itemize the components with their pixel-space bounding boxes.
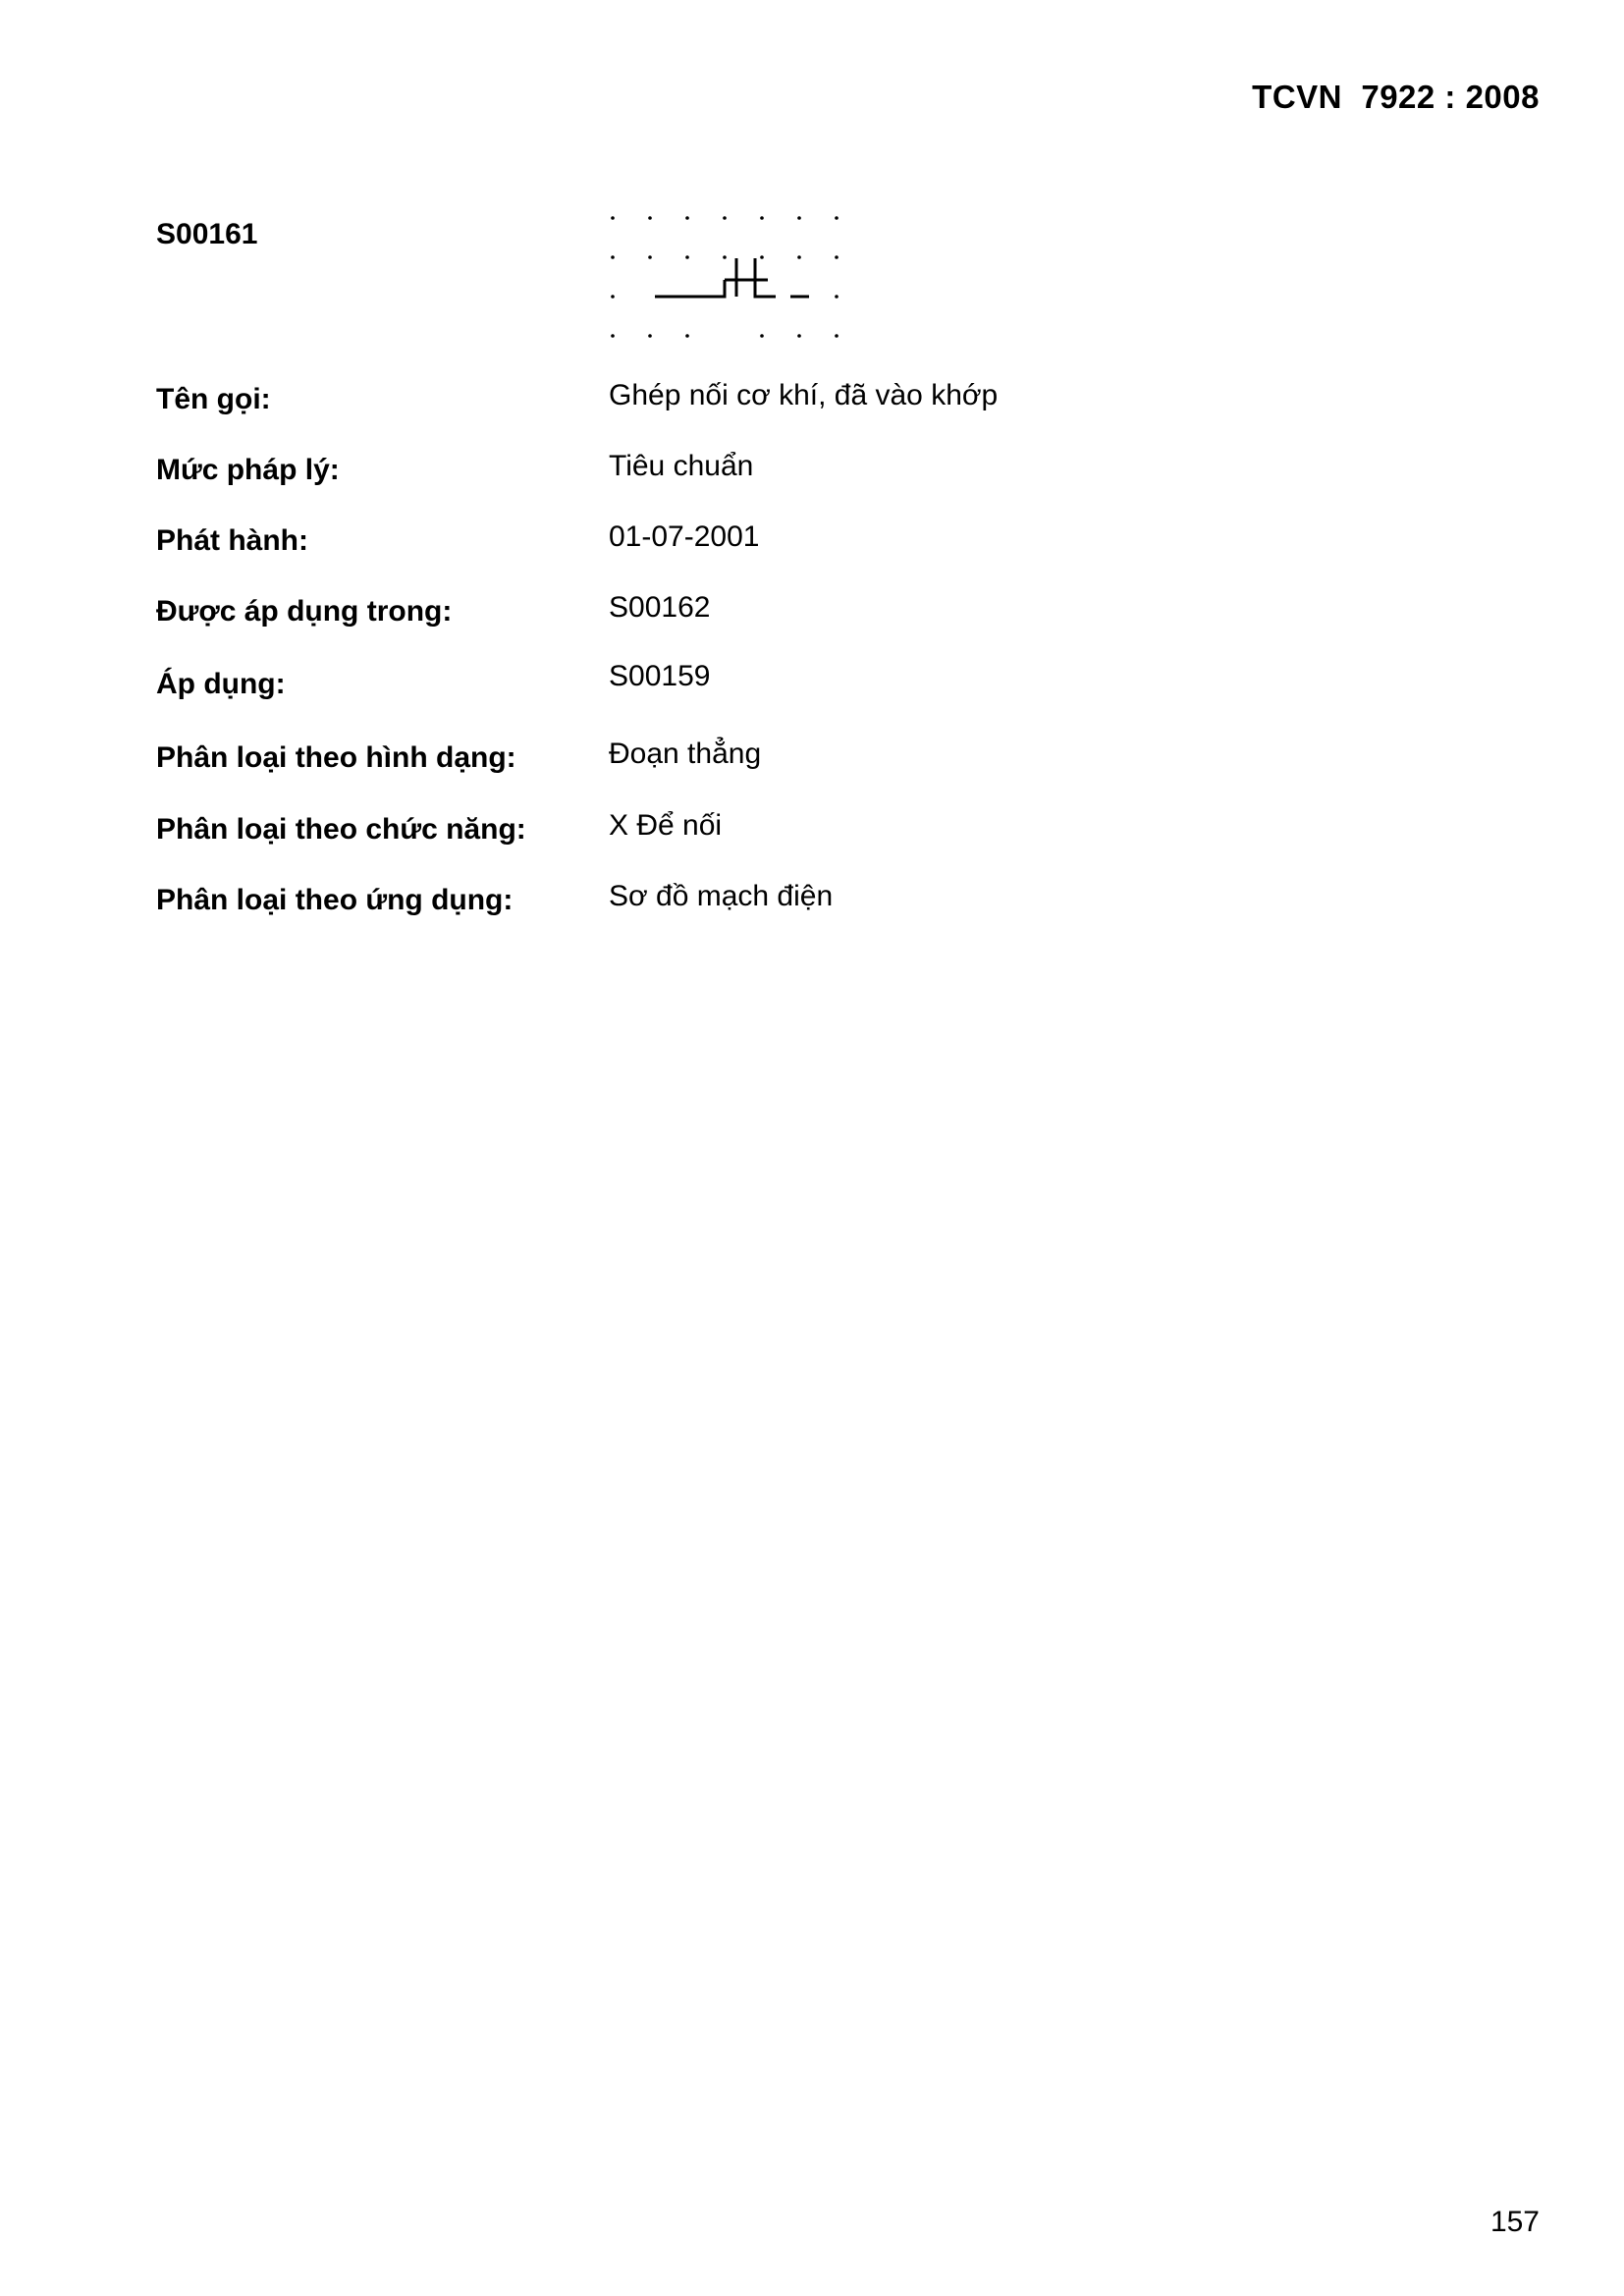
property-row-name [156,379,1334,432]
property-label: Tên gọi: [156,383,271,415]
property-row-function-class [156,809,1334,862]
property-value: Tiêu chuẩn [609,450,754,482]
property-label: Phân loại theo hình dạng: [156,741,516,774]
property-row-legal-level [156,450,1334,503]
grid-dots [611,216,839,338]
property-value: S00162 [609,591,711,624]
property-label: Mức pháp lý: [156,454,340,486]
property-value: Ghép nối cơ khí, đã vào khớp [609,379,999,411]
property-row-applies [156,660,1334,717]
property-row-applied-in [156,591,1334,644]
property-row-shape-class [156,738,1334,791]
mechanical-coupling-engaged-symbol-icon [601,201,866,349]
property-label: Phân loại theo chức năng: [156,813,526,846]
property-label: Phân loại theo ứng dụng: [156,884,514,916]
property-value: Sơ đồ mạch điện [609,880,834,912]
standard-code-header: TCVN 7922 : 2008 [1252,79,1540,115]
property-label: Phát hành: [156,524,308,557]
page-number: 157 [1489,2206,1540,2238]
coupling-lines [655,258,809,297]
property-value: S00159 [609,660,711,692]
property-value: X Để nối [609,809,723,842]
symbol-id: S00161 [156,218,258,250]
property-value: 01-07-2001 [609,520,760,553]
property-row-release-date [156,520,1334,574]
property-label: Được áp dụng trong: [156,595,453,628]
property-row-application-class [156,880,1334,933]
property-value: Đoạn thẳng [609,738,762,770]
property-label: Áp dụng: [156,668,286,700]
